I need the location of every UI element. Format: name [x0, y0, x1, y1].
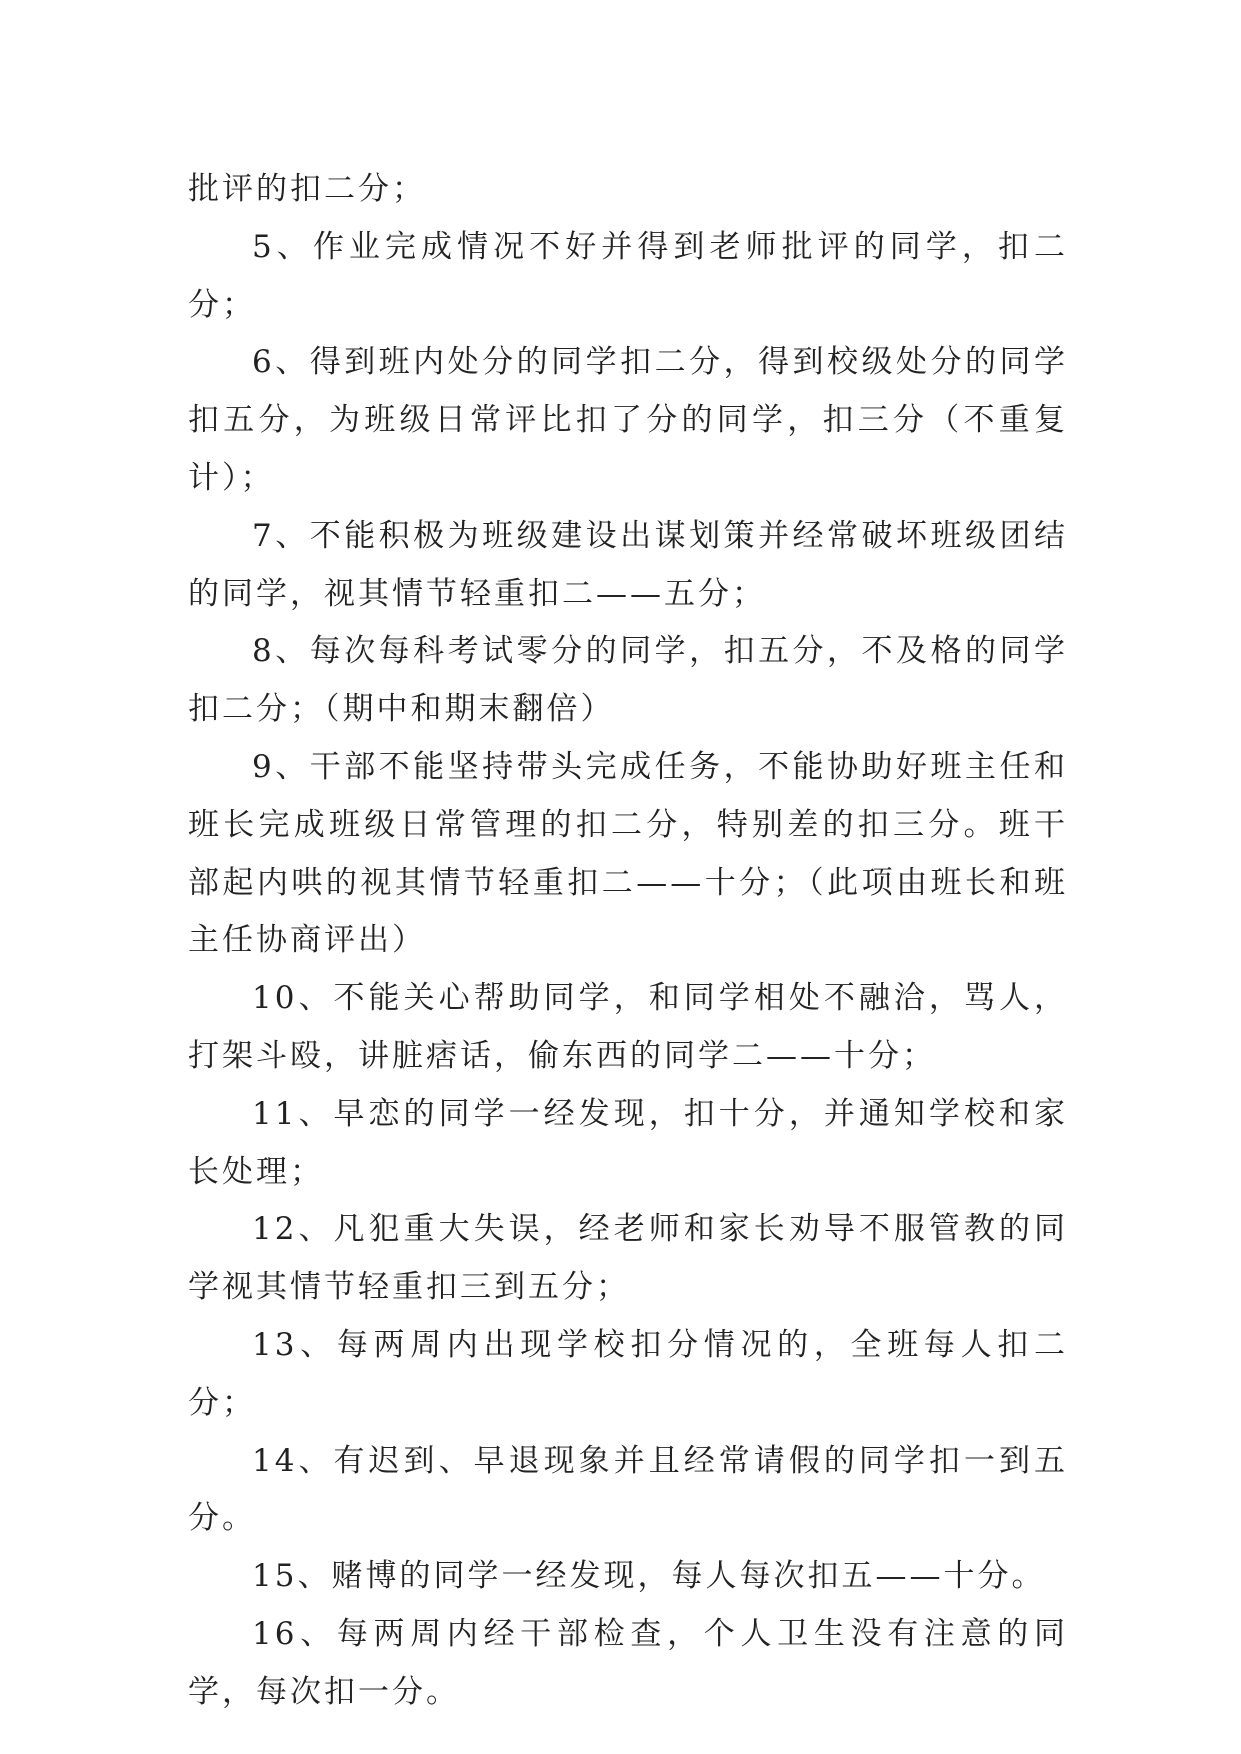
paragraph-rule-14: 14、有迟到、早退现象并且经常请假的同学扣一到五分。	[188, 1442, 1068, 1537]
paragraph-rule-8: 8、每次每科考试零分的同学，扣五分，不及格的同学扣二分；（期中和期末翻倍）	[188, 633, 1068, 728]
paragraph-rule-7: 7、不能积极为班级建设出谋划策并经常破坏班级团结的同学，视其情节轻重扣二——五分；	[188, 517, 1068, 612]
paragraph-rule-16: 16、每两周内经干部检查，个人卫生没有注意的同学，每次扣一分。	[188, 1615, 1068, 1710]
paragraph-continuation: 批评的扣二分；	[188, 171, 426, 207]
paragraph-rule-9: 9、干部不能坚持带头完成任务，不能协助好班主任和班长完成班级日常管理的扣二分，特别差的扣三分。班干部起内哄的视其情节轻重扣二——十分；（此项由班长和班主任协商评出）	[188, 748, 1068, 959]
paragraph-rule-5: 5、作业完成情况不好并得到老师批评的同学，扣二分；	[188, 228, 1068, 323]
paragraph-rule-6: 6、得到班内处分的同学扣二分，得到校级处分的同学扣五分，为班级日常评比扣了分的同学，扣三分（不重复计）；	[188, 344, 1068, 496]
paragraph-rule-12: 12、凡犯重大失误，经老师和家长劝导不服管教的同学视其情节轻重扣三到五分；	[188, 1211, 1068, 1306]
paragraph-rule-15: 15、赌博的同学一经发现，每人每次扣五——十分。	[252, 1558, 1046, 1595]
paragraph-rule-11: 11、早恋的同学一经发现，扣十分，并通知学校和家长处理；	[188, 1095, 1068, 1190]
paragraph-rule-13: 13、每两周内出现学校扣分情况的，全班每人扣二分；	[188, 1326, 1068, 1421]
document-body	[188, 161, 1068, 1722]
paragraph-rule-10: 10、不能关心帮助同学，和同学相处不融洽，骂人，打架斗殴，讲脏痞话，偷东西的同学二——十分；	[188, 980, 1068, 1074]
